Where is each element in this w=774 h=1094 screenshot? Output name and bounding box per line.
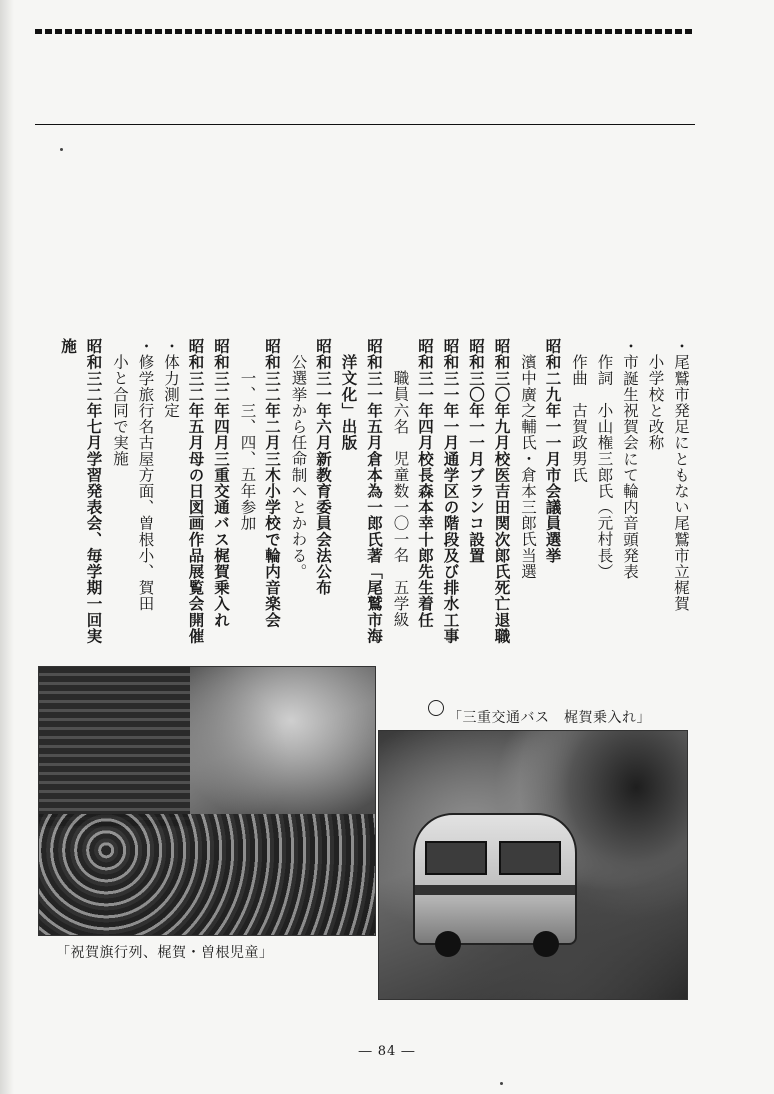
photo-building (39, 667, 190, 828)
text-line: 昭和三〇年一一月ブランコ設置 (467, 338, 486, 564)
speck (500, 1082, 503, 1085)
text-line: 昭和三二年五月母の日図画作品展覧会開催 (186, 338, 206, 644)
photo-bus (378, 730, 688, 1000)
text-line: 昭和三二年四月三重交通バス梶賀乗入れ (212, 338, 231, 628)
text-line: 昭和三二年二月三木小学校で輪内音楽会 (263, 338, 282, 628)
speck (60, 148, 63, 151)
book-spine-shadow (0, 0, 14, 1094)
text-line: 昭和三一年六月新教育委員会法公布 (314, 338, 333, 596)
text-line: 昭和三一年一月通学区の階段及び排水工事 (441, 338, 461, 644)
text-line: ・体力測定 (162, 338, 180, 419)
text-line: ・市誕生祝賀会にて輪内音頭発表 (621, 338, 639, 580)
text-line: 小と合同で実施 (111, 354, 129, 467)
caption-bus: 「三重交通バス 梶賀乗入れ」 (448, 707, 651, 727)
text-line: 公選挙から任命制へとかわる。 (289, 354, 308, 580)
text-line: 昭和三一年四月校長森本幸十郎先生着任 (416, 338, 435, 628)
chronology-text (28, 338, 693, 663)
caption-flag-parade: 「祝賀旗行列、梶賀・曽根児童」 (56, 942, 274, 962)
text-line: 昭和二九年一一月市会議員選挙 (543, 338, 563, 564)
photo-flag-parade (38, 666, 376, 936)
text-line: 昭和三〇年九月校医吉田関次郎氏死亡退職 (492, 338, 512, 644)
handwritten-mark-icon (428, 700, 444, 716)
text-line: 洋文化」出版 (339, 354, 359, 451)
text-line: 昭和三二年七月学習発表会、毎学期一回実 (84, 338, 104, 644)
text-line: 濱中廣之輔氏・倉本三郎氏当選 (519, 354, 537, 580)
photo-crowd (39, 814, 375, 935)
text-line: 作詞 小山権三郎氏（元村長） (595, 354, 614, 580)
text-line: 小学校と改称 (646, 354, 665, 451)
text-line: ・修学旅行名古屋方面、曽根小、賀田 (136, 338, 155, 612)
header-rule (35, 124, 695, 125)
text-line: 職員六名 児童数一〇一名 五学級 (391, 370, 410, 628)
page-number: ― 84 ― (358, 1044, 416, 1059)
text-line: ・尾鷲市発足にともない尾鷲市立梶賀 (672, 338, 690, 612)
text-line: 作曲 古賀政男氏 (570, 354, 588, 483)
header-dashed-rule (35, 29, 695, 34)
text-line: 一、三、四、五年参加 (238, 370, 257, 531)
text-line: 施 (59, 338, 78, 355)
bus-shape (413, 813, 577, 945)
text-line: 昭和三一年五月倉本為一郎氏著「尾鷲市海 (365, 338, 384, 644)
